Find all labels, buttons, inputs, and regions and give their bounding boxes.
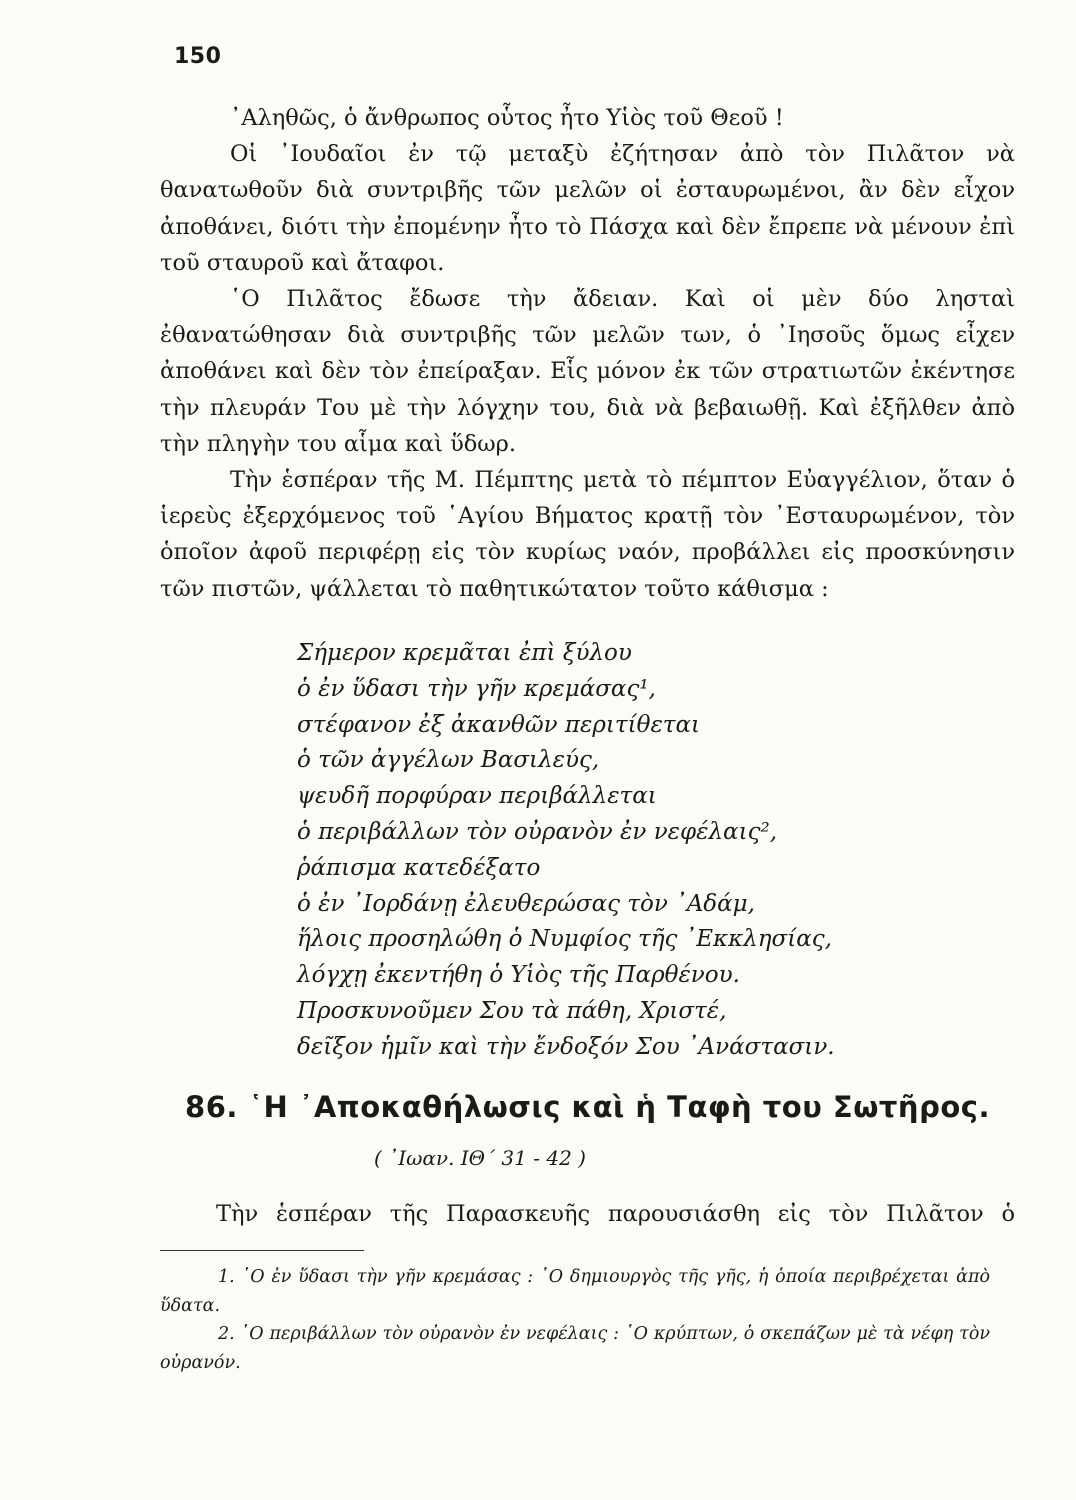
page-number: 150 — [174, 44, 222, 69]
hymn-line: Προσκυνοῦμεν Σου τὰ πάθη, Χριστέ, — [297, 997, 727, 1024]
hymn-verse — [297, 636, 835, 1066]
hymn-line: ὁ ἐν ὕδασι τὴν γῆν κρεμάσας¹, — [297, 675, 656, 702]
hymn-line: ψευδῆ πορφύραν περιβάλλεται — [297, 783, 657, 810]
hymn-line: ὁ ἐν ᾿Ιορδάνῃ ἐλευθερώσας τὸν ᾿Αδάμ, — [297, 890, 755, 917]
hymn-line: ὁ περιβάλλων τὸν οὐρανὸν ἐν νεφέλαις², — [297, 818, 778, 845]
footnotes — [160, 1263, 990, 1377]
hymn-line: στέφανον ἐξ ἀκανθῶν περιτίθεται — [297, 711, 701, 738]
paragraph: ῾Ο Πιλᾶτος ἔδωσε τὴν ἄδειαν. Καὶ οἱ μὲν δύο λησταὶ ἐθανατώθησαν διὰ συντριβῆς τῶν μελῶν των, ὁ ᾿Ιησοῦς ὅμως εἶχεν ἀποθάνει καὶ δὲν τὸν ἐπείραξαν. Εἷς μόνον ἐκ τῶν στρατιωτῶν ἐκέντησε τὴν πλευράν Του μὲ τὴν λόγχην του, διὰ νὰ βεβαιωθῇ. Καὶ ἐξῆλθεν ἀπὸ τὴν πληγὴν του αἷμα καὶ ὕδωρ. — [160, 286, 1015, 457]
section-heading: 86. ῾Η ᾿Αποκαθήλωσις καὶ ἡ Ταφὴ του Σωτῆρος. — [185, 1090, 990, 1124]
paragraph: Οἱ ᾿Ιουδαῖοι ἐν τῷ μεταξὺ ἐζήτησαν ἀπὸ τὸν Πιλᾶτον νὰ θανατωθοῦν διὰ συντριβῆς τῶν μελῶν οἱ ἐσταυρωμένοι, ἂν δὲν εἶχον ἀποθάνει, διότι τὴν ἐπομένην ἦτο τὸ Πάσχα καὶ δὲν ἔπρεπε νὰ μένουν ἐπὶ τοῦ σταυροῦ καὶ ἄταφοι. — [160, 141, 1015, 276]
hymn-line: ὁ τῶν ἀγγέλων Βασιλεύς, — [297, 747, 600, 774]
hymn-line: Σήμερον κρεμᾶται ἐπὶ ξύλου — [297, 640, 632, 666]
footnote: 2. ῾Ο περιβάλλων τὸν οὐρανὸν ἐν νεφέλαις : ῾Ο κρύπτων, ὁ σκεπάζων μὲ τὰ νέφη τὸν οὐρανόν. — [160, 1324, 990, 1373]
section-opening-line: Τὴν ἑσπέραν τῆς Παρασκευῆς παρουσιάσθη εἰς τὸν Πιλᾶτον ὁ — [216, 1201, 1015, 1227]
hymn-line: δεῖξον ἡμῖν καὶ τὴν ἔνδοξόν Σου ᾿Ανάστασιν. — [297, 1033, 835, 1060]
footnote: 1. ῾Ο ἐν ὕδασι τὴν γῆν κρεμάσας : ῾Ο δημιουργὸς τῆς γῆς, ἡ ὁποία περιβρέχεται ἀπὸ ὕδατα. — [160, 1267, 990, 1316]
hymn-line: λόγχῃ ἐκεντήθη ὁ Υἱὸς τῆς Παρθένου. — [297, 962, 740, 989]
hymn-line: ἥλοις προσηλώθη ὁ Νυμφίος τῆς ᾿Εκκλησίας, — [297, 926, 832, 953]
footnote-divider — [160, 1250, 364, 1251]
hymn-line: ῥάπισμα κατεδέξατο — [297, 854, 541, 881]
paragraph: Τὴν ἑσπέραν τῆς Μ. Πέμπτης μετὰ τὸ πέμπτον Εὐαγγέλιον, ὅταν ὁ ἱερεὺς ἐξερχόμενος τοῦ ῾Αγίου Βήματος κρατῇ τὸν ᾿Εσταυρωμένον, τὸν ὁποῖον ἀφοῦ περιφέρῃ εἰς τὸν κυρίως ναόν, προβάλλει εἰς προσκύνησιν τῶν πιστῶν, ψάλλεται τὸ παθητικώτατον τοῦτο κάθισμα : — [160, 467, 1015, 602]
paragraph: ᾿Αληθῶς, ὁ ἄνθρωπος οὗτος ἦτο Υἱὸς τοῦ Θεοῦ ! — [230, 105, 784, 131]
body-text — [160, 100, 1015, 607]
scripture-reference: ( ᾿Ιωαν. ΙΘ´ 31 - 42 ) — [374, 1146, 586, 1170]
